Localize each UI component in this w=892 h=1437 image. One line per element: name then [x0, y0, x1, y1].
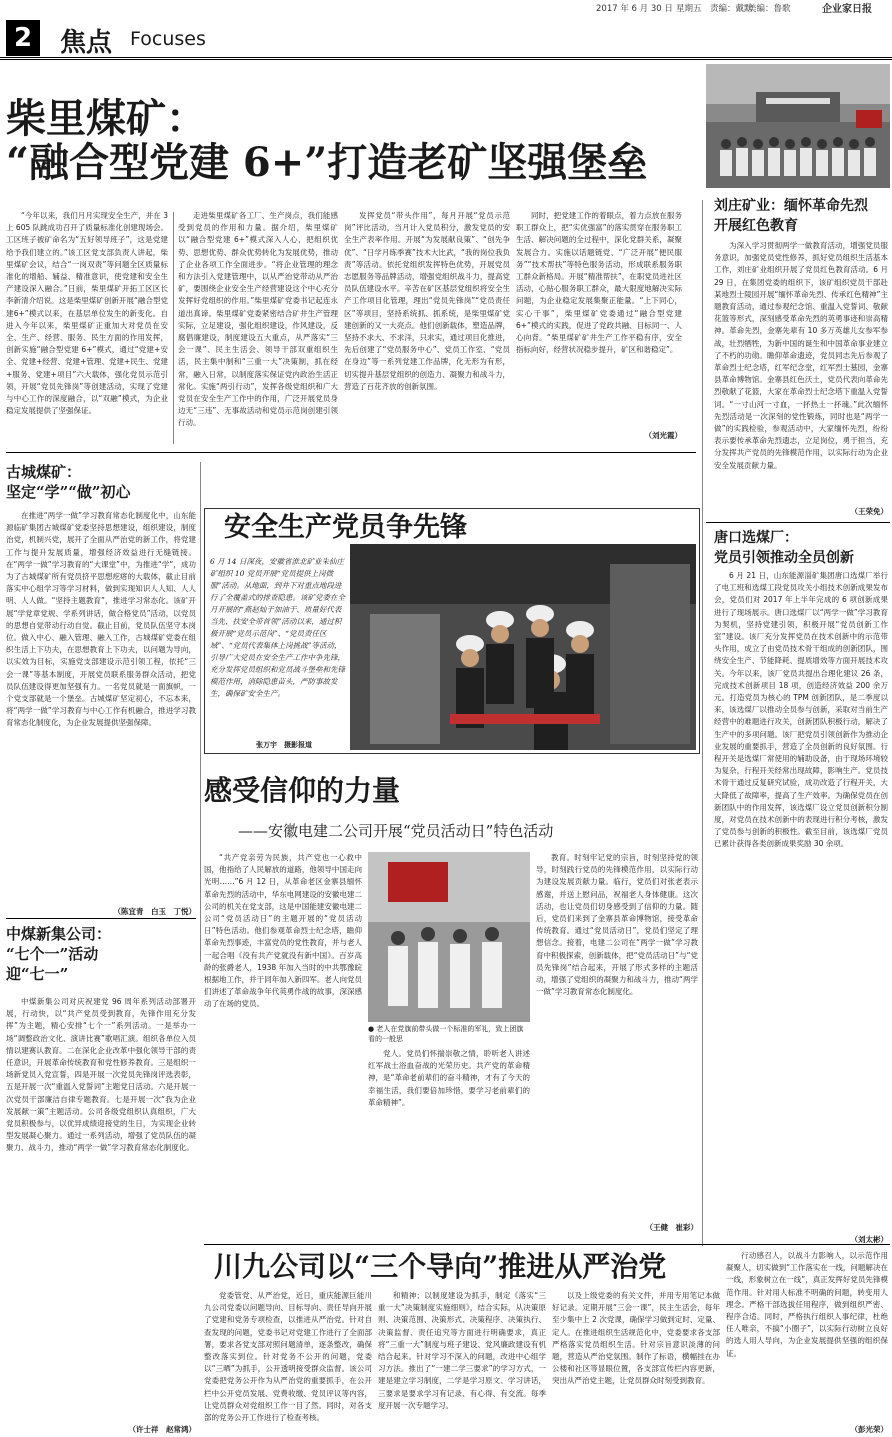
faith-column-3: 教育。时刻牢记党的宗旨，时刻坚持党的领导，时刻践行党员的先锋模范作用，以实际行动为建设发展贡献力量。临行，党员们对张老表示感谢，并送上慰问品，祝福老人身体健康。这次活动，也让党员们切身感受到了信仰的力量。随后，党员们来到了金寨县革命博物馆，接受革命传统教育。通过“党员活动日”，党员们坚定了理想信念。接着，电建二公司在“两学一做”学习教育中积极探索，创新载体，把“党员活动日”与“党员先锋岗”结合起来，开展了形式多样的主题活动，增强了党组织的凝聚力和战斗力，推动“两学一做”学习教育常态化制度化。 [536, 853, 698, 997]
lead-column-1: “今年以来，我们月月实现安全生产，并在 3 上 605 队跳成功召开了质量标准化创建现场会。工区班子被矿命名为“五好领导班子”，这是党建给予我们建立的。”该工区党支部负责人讲起，柴里煤矿会议，结合“一岗双责”等问题全区质量标准化的增船、辅益、精准意识，使党建和安全生产建设深入融合。”日前，柴里煤矿开拓工区区长李新清介绍说。这是柴里煤矿创新开展“融合型党建6+”模式以来，在基层单位发生的新变化。自进入今年以来，柴里煤矿正重加大对党员在安全、生产、经营、服务、民生方面的作用发挥，创新实施“融合型党建 6+”模式，通过“党建+安全、党建+经营、党建+管理、党建+民生、党建+服务、党建+项目”六大载体，强化党员示范引领，开展“党员先锋岗”等创建活动，实现了党建与中心工作的深度融合，以“双融”模式，为企业稳定发展提供了坚强保证。 [6, 211, 168, 416]
faith-photo-caption: ● 老人在党旗前带头做一个标准的军礼，致上团旗看的一般思 [368, 1025, 524, 1043]
chuanjiu-column-1: 党委管党、从严治党，近日，重庆能源巨能川九公司党委以问题导向、目标导向、责任导向开展了党建和党务专项检查，以推进从严治党。针对自查发现的问题，党委书记对党建工作进行了全面部署，要求各党支部对照问题清单，逐条整改，确保整改落实到位。针对党务不公开的问题，党委以“三晒”为抓手，公开透明接受群众监督。该公司党委把党务公开作为从严治党的重要抓手，在公开栏中公开党员发展、党费收缴、党员评议等内容，让党员群众对党组织工作一目了然。同时，对各支部的党务公开工作进行了检查考核。 [204, 1291, 372, 1423]
liuzhuang-body: 为深入学习贯彻两学一做教育活动，增强党员服务意识，加强党员党性修养，抓好党员组织生活基本工作，刘庄矿业组织开展了党员红色教育活动。6 月 29 日，在集团党委的组织下，该矿组织党员干部赴某地烈士陵园开展“缅怀革命先烈、传承红色精神”主题教育活动，通过参观纪念馆、重温入党誓词、敬献花篮等形式，深刻感受革命先烈的英勇事迹和崇高精神。革命先烈，金寨先辈有 10 多万英雄儿女参军参战，壮烈牺牲，为新中国的诞生和中国革命事业建立了不朽的功勋。瞻仰革命遗迹，党员同志先后参观了革命烈士纪念塔，红军纪念堂，红军烈士墓园，金寨县革命博物馆。金寨县红色沃土，党员代表向革命先烈敬献了花篮，大家在革命烈士纪念塔下重温入党誓词。“一寸山河一寸血，一抔热土一抔魂。”此次缅怀先烈活动是一次深刻的党性锻炼，同时也是“两学一做”的实践检验，参观活动中，大家缅怀先烈，纷纷表示要传承革命先烈遗志，立足岗位，勇于担当，充分发挥共产党员的先锋模范作用，以实际行动为企业安全发展贡献力量。 [714, 241, 888, 470]
tangkou-body: 6 月 21 日，山东能源淄矿集团唐口选煤厂举行了电工班和选煤工段党员攻关小组技术创新成果发布会，党员们对 2017 年上半年完成的 6 项创新成果进行了现场展示。唐口选煤厂以“两学一做”学习教育为契机，坚持党建引领，积极开展“党员创新工作室”建设。该厂充分发挥党员在技术创新中的示范带头作用，成立了由党员技术骨干组成的创新团队，围绕安全生产、节能降耗、提质增效等方面开展技术攻关。今年以来，该厂党员共提出合理化建议 26 条，完成技术创新项目 18 项，创造经济效益 200 余万元。打造党员为核心的 TPM 创新团队，是二季度以来，该选煤厂以推动全员参与创新，采取对当前生产经营中的难题进行攻关，创新团队积极行动，解决了生产中的多项问题。该厂把党员引领创新作为推动企业发展的重要抓手，营造了全员创新的良好氛围。行程开关是选煤厂常使用的辅助设备，由于现场环境较为复杂，行程开关经常出现故障，影响生产。党员技术骨干通过反复研究试验，成功改造了行程开关，大大降低了故障率，提高了生产效率。为确保党员在创新团队中的作用发挥，该选煤厂设立党员创新积分制度，对党员在技术创新中的表现进行积分考核，激发了党员参与创新的积极性。截至目前，该选煤厂党员已累计获得各类创新成果奖励 30 余项。 [714, 571, 888, 849]
lead-credit: （刘光霞） [644, 431, 682, 440]
section-title: 焦点 [60, 28, 113, 58]
chuanjiu-column-3: 以及上级党委的有关文件，并用专用笔记本做好记录。定期开展“三会一课”，民主生活会，每年至少集中上 2 次党课，确保学习做到定时、定量、定人。在推进组织生活规范化中，党委要求各支部严格落实党员组织生活。针对宗旨意识淡薄的问题，营造从严治党氛围。制作了标语，横幅挂在办公楼和社区等显眼位置，各支部宣传栏内容更新，突出从严治党主题，让党员群众时刻受到教育。 [552, 1291, 720, 1386]
column-divider [702, 200, 703, 1246]
column-divider [200, 462, 201, 962]
divider [706, 522, 890, 523]
divider [6, 452, 696, 453]
liuzhuang-credit: （王荣免） [850, 507, 888, 516]
page-number: 2 [6, 20, 40, 56]
masthead [0, 0, 892, 14]
faith-photo-image [368, 852, 530, 1022]
zhongxinji-body: 中煤新集公司对庆祝建党 96 周年系列活动部署开展，行动快，以“共产党员受到教育，先锋作用充分发挥”为主题，精心安排“七个一”系列活动。一是举办一场“调整政治文化、演讲比赛”歌唱汇演。组织各单位入员情以建赛认教育。二在深化企业改革中强化领导干部的责任意识，开展革命传统教育和党性修养教育。三是组织一场新党员入党宣誓，四是开展一次党员先锋岗评选表彰，五是开展一次“重温入党誓词”主题党日活动。六是开展一次党员干部廉洁自律专题教育。七是开展一次“我为企业发展献一策”主题活动。公司各级党组织认真组织，广大党员积极参与，以优异成绩迎接党的生日，为实现企业转型发展凝心聚力。通过一系列活动，增强了党员队伍的凝聚力、战斗力，推动“两学一做”学习教育常态化制度化。 [6, 997, 196, 1153]
gucheng-credit: （陈宜青 白玉 丁悦） [113, 907, 196, 916]
chuanjiu-column-2: 和精神；以制度建设为抓手，制定《落实“三重一大”决策制度实施细则》，结合实际，从决策原则、决策范围、决策形式、决策程序、决策执行、决策监督、责任追究等方面进行明确要求，真正将“三重一大”制度与班子建设、党风廉政建设有机结合起来。针对学习不深入的问题，改进中心组学习方法。推出了“一建二学三要求”的学习方式，一建是建立学习制度，二学是学习原文、学习讲话，三要求是要求学习有记录、有心得、有交流。每季度开展一次专题学习。 [378, 1291, 546, 1410]
chuanjiu-credit: （彭光荣） [850, 1425, 888, 1434]
tangkou-headline: 唐口选煤厂： 党员引领推动全员创新 [714, 530, 854, 566]
safety-photo-image [350, 544, 696, 750]
page-header [0, 16, 892, 60]
safety-headline: 安全生产党员争先锋 [224, 512, 467, 543]
masthead-paper: 企业家日报 [822, 4, 872, 15]
chuanjiu-headline: 川九公司以“三个导向”推进从严治党 [214, 1250, 667, 1283]
faith-subheadline: ——安徽电建二公司开展“党员活动日”特色活动 [238, 822, 554, 840]
section-title-en: Focuses [130, 28, 206, 50]
divider [6, 918, 196, 919]
group-photo-image [706, 64, 890, 188]
faith-photo [368, 852, 530, 1022]
masthead-weekday: 星期五 [676, 4, 702, 14]
column-divider [173, 212, 174, 444]
faith-headline: 感受信仰的力量 [204, 774, 401, 807]
faith-column-1: “共产党亲劳为民族，共产党也一心救中国，他指给了人民解放的道路，他领导中国走向光明……”6 月 12 日，从革命老区金寨县缅怀革命先烈的活动中，华东电网建设的安徽电建二公司的机关在党支部，这是中国能建安徽电建二公司“党员活动日”的主题开展的“党员活动日”特色活动。他们参观革命烈士纪念塔，瞻仰革命先烈事迹，丰富党员的党性教育，并与老人一起合唱《没有共产党就没有新中国》。百岁高龄的张爵老人，1938 年加入当时的中共鄂豫皖根据地工作，并于同年加入新四军。老人向党员们讲述了革命战争年代英勇作战的故事，深深感动了在场的党员。 [204, 853, 362, 1009]
lead-column-4: 同时，把党建工作的着眼点，着力点放在服务职工群众上，把“实优强富”的落实贯穿在服务职工生活、解决问题的全过程中，深化党群关系，凝聚发展合力。实施以话题链党、“广泛开展”便民服务”“技术帮扶”等特色服务活动，形成联系服务职工群众新格局。开展“精准帮扶”，在职党员进社区活动，心贴心服务职工群众，最大限度地解决实际问题，为企业稳定发展集聚正能量。“上下同心，实心干事”，柴里煤矿党委通过“融合型党建 6+”模式的实践，促进了党政共融、目标同一、人心向背。“柴里煤矿矿井生产工作平稳有序，安全指标向好，经营状况稳步提升，矿区和谐稳定”。 [516, 211, 682, 355]
faith-column-2: 党人。党员们怀揣崇敬之情，聆听老人讲述红军战士浴血奋战的光荣历史。共产党的革命精神，是“革命老前辈们的奋斗精神，才有了今天的幸福生活，我们要倍加珍惜，要学习老前辈们的革命精神”。 [368, 1049, 530, 1107]
lead-headline-line2: “融合型党建 6+”打造老矿坚强堡垒 [6, 139, 648, 186]
zhongxinji-headline: 中煤新集公司： “七个一”活动 迎“七一” [6, 925, 112, 983]
masthead-date: 2017 年 6 月 30 日 [596, 4, 673, 14]
masthead-designer: 美编：鲁歌 [748, 4, 791, 14]
safety-photo [350, 544, 696, 750]
divider [204, 1244, 890, 1245]
chuanjiu-column-4: 行动感召人，以战斗力影响人，以示范作用凝聚人，切实做到“工作落实在一线，问题解决在一线，形象树立在一线”，真正发挥好党员先锋模范作用。针对用人标准不明确的问题，转变用人理念。严格干部选拔任用程序，做到组织严密、程序合适。同时，严格执行组织人事纪律，杜绝任人唯亲，不搞“小圈子”，以实际行动树立良好的选人用人导向，为企业发展提供坚强的组织保证。 [726, 1251, 888, 1358]
masthead-editor: 责编：戴默 [710, 4, 753, 14]
group-photo [706, 64, 890, 188]
gucheng-headline: 古城煤矿： 坚定“学”“做”初心 [6, 463, 131, 501]
tangkou-credit: （刘太彬） [850, 1235, 888, 1244]
lead-headline-line1: 柴里煤矿： [6, 95, 206, 142]
liuzhuang-headline: 刘庄矿业：缅怀革命先烈 开展红色教育 [714, 198, 868, 234]
gucheng-body: 在推进“两学一做”学习教育常态化制度化中，山东能源临矿集团古城煤矿党委坚持思想建设，组织建设，制度治党，机制兴党，展开了全面从严治党的新工作，将党建工作与提升发展质量，增强经济效益进行无缝链接。在“两学一做”学习教育的“大课堂”中，为推进“学”，成功为了古城煤矿所有党员挤平思想疙瘩的大载体，截止目前落实中心组学习等学习材料，做到实现知识人人知、人人明、人人做。“坚持主题教育”，推进学习常态化。该矿开展“学党章党规、学系列讲话，做合格党员”活动，以党员的思想自觉带动行动自觉。截止目前，党员队伍坚守本岗位。做入中心、融入管理、融入工作，古城煤矿党委在组织生活上下功夫，在思想教育上下功夫，以问题为导向，以实效为目标，实施党支部建设示范引领工程，依托“三会一课”等基本制度，开展党员联系服务群众活动，把党员队伍建设得更加坚强有力。一名党员就是一面旗帜，一个党支部就是一个堡垒。古城煤矿坚定初心，不忘本来，将“两学一做”学习教育与中心工作有机融合，推进学习教育常态化制度化，为企业发展提供坚强保障。 [6, 511, 196, 728]
safety-caption: 6 月 14 日深夜，安徽省淮北矿业朱仙庄矿组织 10 党员开展“党员提供上岗微服”活动。从地面，到井下对重点地段进行了全覆盖式的排查隐患。该矿党委在全月开展的“燕赵灿于加油于、质量好代表当先、扶安全带首领”活动以来，通过积极开展“党员示范岗”、“党员责任区域”、“党员代表集体上岗挑战”等活动，引导广大党员在安全生产工作中争先锋，充分发挥党员组织和党员战斗堡垒和先锋模范作用，消除隐患苗头，严防事故发生，确保矿安全生产。 [210, 557, 345, 698]
lead-column-2: 走进柴里煤矿各工厂、生产岗点，我们能感受到党员的作用和力量。据介绍，柴里煤矿以“融合型党建 6+”模式深入人心，把组织优势、思想优势、群众优势转化为发展优势，推动了企业各项工作全面进步。“将企业管理的理念和方法引入党建管理中，以从严治党带动从严治矿，要围绕企业安全生产经营建设这个中心充分发挥好党组织的作用。”柴里煤矿党委书记起连永道出真谛。柴里煤矿党委紧密结合矿井生产管理实际，立足建设，强化组织建设，作风建设，反腐倡廉建设，制度建设五大重点，从严落实“三会一课”、民主生活会、领导干部双重组织生活，民主集中制和“三重一大”决策制，抓在经常，融入日常，以制度落实保证党内政治生活正常化。实施“两引行动”，发挥各级党组织和广大党员在安全生产工作中的作用，广泛开展党员身边无“三违”、无事故活动和党员示范岗创建引领行动。 [178, 211, 338, 428]
zhongxinji-credit: （许士祥 赵常鸿） [128, 1425, 196, 1434]
safety-photo-credit: 张万宇 摄影报道 [256, 741, 312, 749]
lead-column-3: 发挥党员“带头作用”，每月开展“党员示范岗”评比活动，当月计入党员积分，激发党员的安全生产表率作用。开展“为发展献良策”、“创先争优”、“日学月练季赛”技术大比武，“我的岗位我负责”等活动。依托党组织发挥特色优势，开展党员志愿服务等品牌活动，增强党组织战斗力，提高党员队伍建设水平。辛苦在矿区基层党组织将安全生产工作项目化管理，理出“党员先锋岗”“党员责任区”等项目，坚持系统抓、抓系统，是柴里煤矿党建创新的又一大亮点。他们创新载体，塑造品牌，坚持不求大、不求洋，只求实，通过项目化推进，先后创建了“党员服务中心”、党员工作室、“党员在身边”等一系列党建工作品牌，化无形为有形，切实提升基层党组织的创造力、凝聚力和战斗力，营造了百花齐放的创新氛围。 [344, 211, 510, 391]
faith-credit: （王健 崔彩） [645, 1223, 698, 1232]
